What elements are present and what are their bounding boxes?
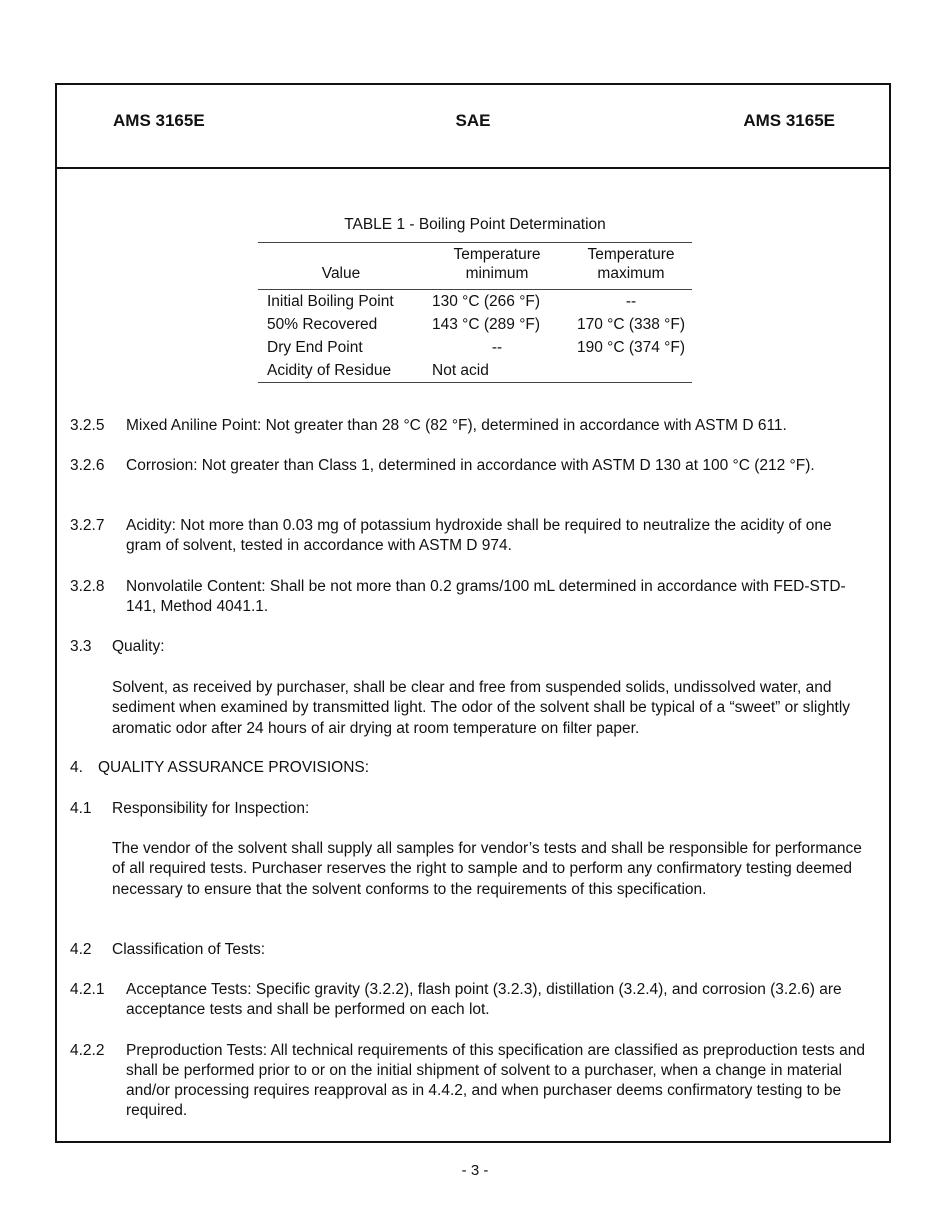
col-header-max: Temperature maximum bbox=[570, 243, 692, 290]
page-header bbox=[57, 85, 889, 169]
cell-value: Acidity of Residue bbox=[258, 359, 424, 383]
cell-max: -- bbox=[625, 293, 637, 310]
section-title: Classification of Tests: bbox=[112, 941, 266, 958]
section-text: Nonvolatile Content: Shall be not more than 0.2 grams/100 mL determined in accordance with FED-STD-141, Method 4041.1. bbox=[126, 578, 846, 615]
section-number: 3.2.6 bbox=[70, 457, 105, 474]
section-3-2-8 bbox=[70, 577, 870, 617]
table-row bbox=[258, 290, 692, 314]
page-number: - 3 - bbox=[461, 1162, 489, 1179]
section-3-3 bbox=[70, 637, 870, 657]
section-number: 3.2.5 bbox=[70, 417, 105, 434]
section-number: 4.2 bbox=[70, 941, 92, 958]
section-4-1 bbox=[70, 799, 870, 819]
section-text: Preproduction Tests: All technical requirements of this specification are classified as preproduction tests and shall be performed prior to or on the initial shipment of solvent to a purchaser, when a change in material and/or processing requires reapproval as in 4.4.2, and when purchaser deems confirmatory testing to be required. bbox=[126, 1042, 865, 1119]
section-number: 3.3 bbox=[70, 638, 92, 655]
section-3-2-5 bbox=[70, 416, 870, 436]
table-caption: TABLE 1 - Boiling Point Determination bbox=[344, 216, 606, 233]
table-row bbox=[258, 359, 692, 383]
section-3-2-6 bbox=[70, 456, 870, 476]
section-number: 3.2.7 bbox=[70, 517, 105, 534]
cell-value: Dry End Point bbox=[267, 339, 363, 356]
boiling-point-table bbox=[258, 242, 692, 383]
header-doc-id-left: AMS 3165E bbox=[113, 111, 205, 130]
section-text: Mixed Aniline Point: Not greater than 28 °C (82 °F), determined in accordance with ASTM D 611. bbox=[126, 417, 787, 434]
section-3-2-7 bbox=[70, 516, 870, 556]
col-header-min: Temperature minimum bbox=[424, 243, 570, 290]
cell-min: 143 °C (289 °F) bbox=[432, 316, 541, 333]
cell-value: Initial Boiling Point bbox=[267, 293, 394, 310]
section-4-2-2 bbox=[70, 1041, 870, 1121]
header-doc-id-right: AMS 3165E bbox=[743, 111, 835, 130]
section-number: 3.2.8 bbox=[70, 578, 105, 595]
cell-max: 170 °C (338 °F) bbox=[576, 316, 686, 333]
cell-max: 190 °C (374 °F) bbox=[576, 339, 686, 356]
col-header-value: Value bbox=[258, 243, 424, 290]
header-org: SAE bbox=[455, 111, 491, 130]
section-number: 4.2.1 bbox=[70, 981, 105, 998]
section-4-2 bbox=[70, 940, 870, 960]
cell-min: -- bbox=[491, 339, 503, 356]
cell-min: 130 °C (266 °F) bbox=[432, 293, 541, 310]
section-number: 4.1 bbox=[70, 800, 92, 817]
section-text: Acidity: Not more than 0.03 mg of potassium hydroxide shall be required to neutralize the acidity of one gram of solvent, tested in accordance with ASTM D 974. bbox=[126, 517, 832, 554]
section-text: Corrosion: Not greater than Class 1, determined in accordance with ASTM D 130 at 100 °C (212 °F). bbox=[126, 457, 815, 474]
section-3-3-body: Solvent, as received by purchaser, shall be clear and free from suspended solids, undissolved water, and sediment when examined by transmitted light. The odor of the solvent shall be typical of a “sweet” or slightly aromatic odor after 24 hours of air drying at room temperature on filter paper. bbox=[112, 679, 851, 737]
section-text: Acceptance Tests: Specific gravity (3.2.2), flash point (3.2.3), distillation (3.2.4), and corrosion (3.2.6) are acceptance tests and shall be performed on each lot. bbox=[126, 981, 842, 1018]
cell-value: 50% Recovered bbox=[267, 316, 378, 333]
section-title: Quality: bbox=[112, 638, 165, 655]
section-title: QUALITY ASSURANCE PROVISIONS: bbox=[98, 759, 370, 776]
section-number: 4. bbox=[70, 759, 83, 776]
table-row bbox=[258, 336, 692, 359]
cell-max bbox=[570, 359, 692, 383]
cell-min: Not acid bbox=[424, 359, 570, 383]
table-row bbox=[258, 313, 692, 336]
section-4-2-1 bbox=[70, 980, 870, 1020]
section-4-1-body: The vendor of the solvent shall supply all samples for vendor’s tests and shall be responsible for performance of all required tests. Purchaser reserves the right to sample and to perform any confirmatory testing deemed necessary to ensure that the solvent conforms to the requirements of this specification. bbox=[112, 840, 862, 898]
section-number: 4.2.2 bbox=[70, 1042, 105, 1059]
section-title: Responsibility for Inspection: bbox=[112, 800, 310, 817]
table-header-row bbox=[258, 243, 692, 290]
section-4 bbox=[70, 758, 870, 778]
